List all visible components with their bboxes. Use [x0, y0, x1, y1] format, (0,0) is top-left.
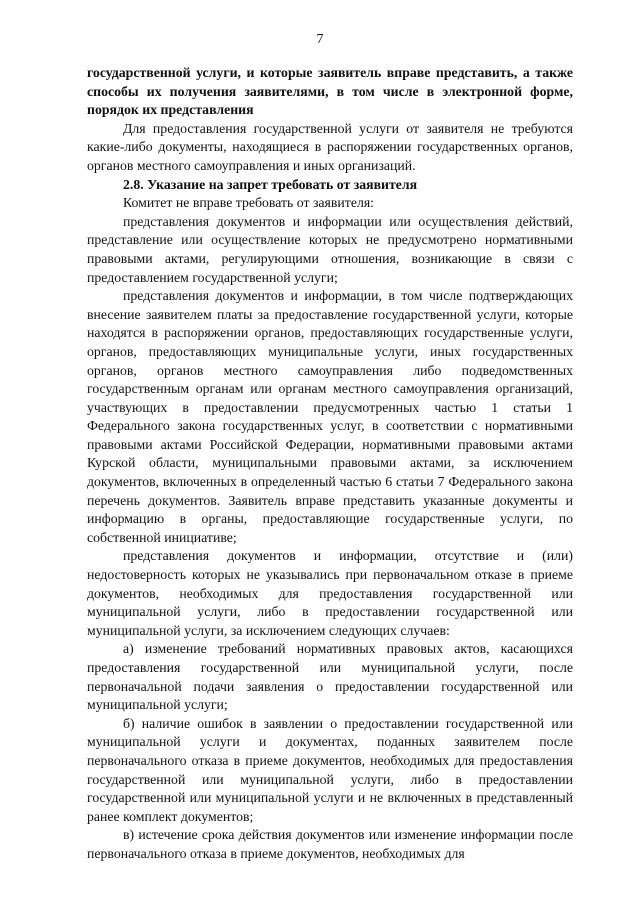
paragraph: представления документов и информации, в том числе подтверждающих внесение заявителем платы за предоставление государственной услуги, которые находятся в распоряжении органов, предоставляющих государственные услуги, органов, предоставляющих муниципальные услуги, иных государственных органов, органов местного самоуправления либо подведомственных государственным органам или органам местного самоуправления организаций, участвующих в предоставлении предусмотренных частью 1 статьи 1 Федерального закона государственных услуг, в соответствии с нормативными правовыми актами Российской Федерации, нормативными правовыми актами Курской области, муниципальными правовыми актами, за исключением документов, включенных в определенный частью 6 статьи 7 Федерального закона перечень документов. Заявитель вправе представить указанные документы и информацию в органы, предоставляющие государственные услуги, по собственной инициативе; — [87, 288, 573, 545]
list-item-c: в) истечение срока действия документов или изменение информации после первоначального отказа в приеме документов, необходимых для — [87, 827, 573, 861]
section-heading: 2.8. Указание на запрет требовать от заявителя — [123, 176, 418, 192]
document-body — [87, 64, 573, 864]
list-item-a: а) изменение требований нормативных правовых актов, касающихся предоставления государственной или муниципальной услуги, после первоначальной подачи заявления о предоставлении государственной или муниципальной услуги; — [87, 641, 573, 713]
paragraph: представления документов и информации, отсутствие и (или) недостоверность которых не указывались при первоначальном отказе в приеме документов, необходимых для предоставления государственной или муниципальной услуги, либо в предоставлении государственной или муниципальной услуги, за исключением следующих случаев: — [87, 548, 573, 638]
paragraph: Для предоставления государственной услуги от заявителя не требуются какие-либо документы, находящиеся в распоряжении государственных органов, органов местного самоуправления и иных организаций. — [87, 120, 573, 173]
list-item-b: б) наличие ошибок в заявлении о предоставлении государственной или муниципальной услуги и документах, поданных заявителем после первоначального отказа в приеме документов, необходимых для предоставления государственной или муниципальной услуги, либо в предоставлении государственной или муниципальной услуги и не включенных в представленный ранее комплект документов; — [87, 715, 573, 824]
paragraph: Комитет не вправе требовать от заявителя: — [123, 195, 375, 211]
page-number: 7 — [316, 32, 324, 47]
paragraph: представления документов и информации или осуществления действий, представление или осуществление которых не предусмотрено нормативными правовыми актами, регулирующими отношения, возникающие в связи с предоставлением государственной услуги; — [87, 213, 573, 285]
section-heading-continuation: государственной услуги, и которые заявитель вправе представить, а также способы их получения заявителями, в том числе в электронной форме, порядок их представления — [87, 65, 573, 118]
